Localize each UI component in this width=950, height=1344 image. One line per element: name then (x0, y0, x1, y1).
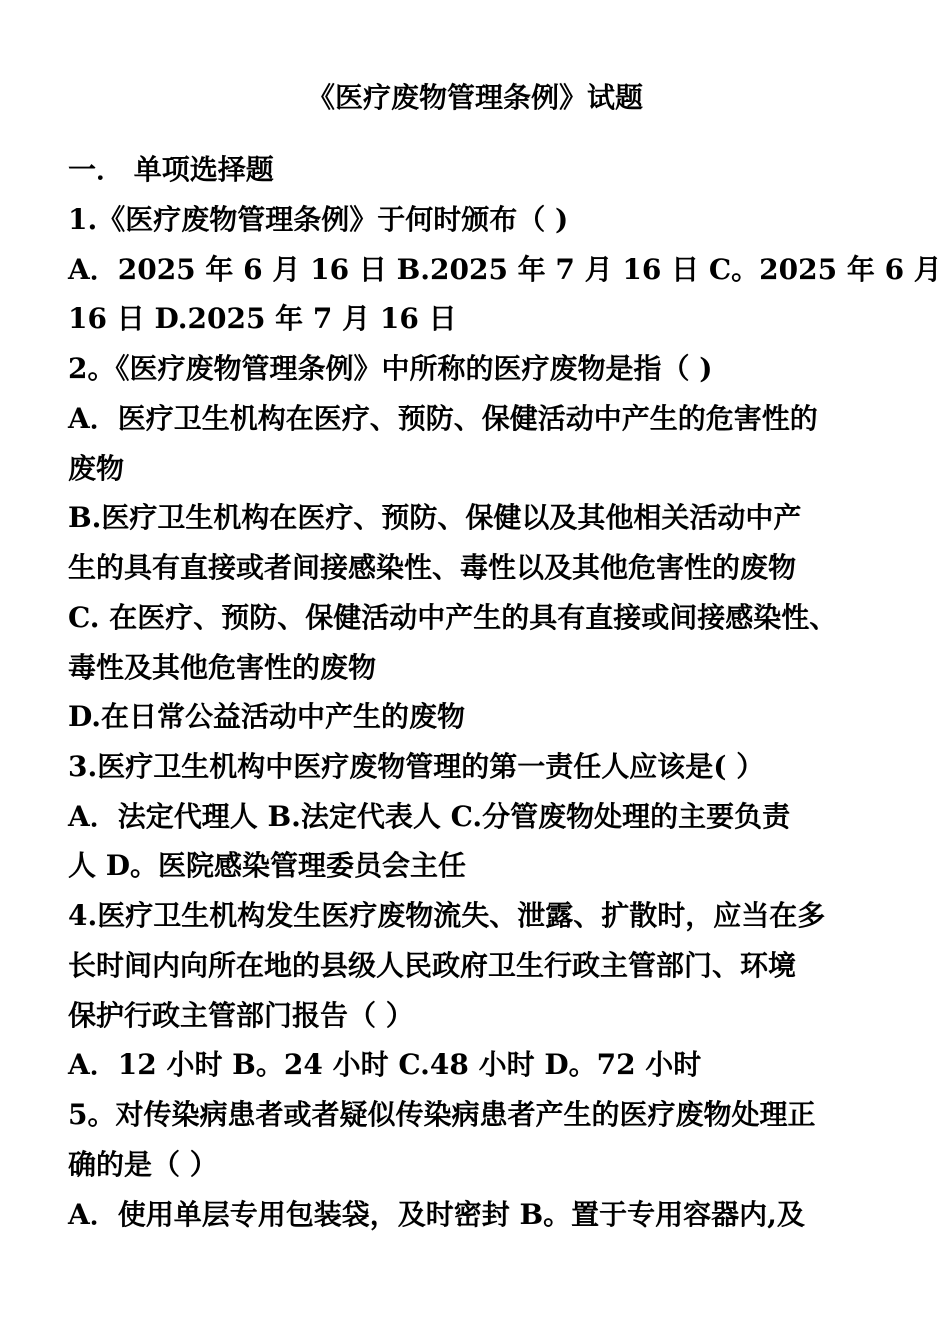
question-2-option-d: D.在日常公益活动中产生的废物 (68, 700, 466, 733)
question-2-option-c-line-2: 毒性及其他危害性的废物 (68, 651, 377, 684)
question-5-options-line-1: A．使用单层专用包装袋，及时密封 B。置于专用容器内,及 (68, 1198, 805, 1231)
question-4-line-2: 长时间内向所在地的县级人民政府卫生行政主管部门、环境 (68, 949, 797, 982)
question-1-options-line-1: A．2025 年 6 月 16 日 B.2025 年 7 月 16 日 C。2025 年 6 月 (68, 253, 942, 286)
question-1-options-line-2: 16 日 D.2025 年 7 月 16 日 (68, 302, 457, 335)
question-2: 2。《医疗废物管理条例》中所称的医疗废物是指（ ) (68, 352, 713, 385)
question-2-option-b-line-1: B.医疗卫生机构在医疗、预防、保健以及其他相关活动中产 (68, 501, 802, 534)
question-3-options-line-2: 人 D。医院感染管理委员会主任 (68, 849, 467, 882)
question-2-option-a-line-1: A．医疗卫生机构在医疗、预防、保健活动中产生的危害性的 (68, 402, 818, 435)
question-3-options-line-1: A．法定代理人 B.法定代表人 C.分管废物处理的主要负责 (68, 800, 791, 833)
question-1: 1.《医疗废物管理条例》于何时颁布（ ) (68, 203, 569, 236)
section-heading: 一． 单项选择题 (68, 153, 274, 186)
question-5-line-1: 5。对传染病患者或者疑似传染病患者产生的医疗废物处理正 (68, 1098, 816, 1131)
question-2-option-a-line-2: 废物 (68, 452, 125, 485)
question-4-line-3: 保护行政主管部门报告（ ） (68, 999, 414, 1032)
document-title: 《医疗废物管理条例》试题 (306, 81, 643, 114)
question-5-line-2: 确的是（ ） (68, 1148, 218, 1181)
question-2-option-c-line-1: C. 在医疗、预防、保健活动中产生的具有直接或间接感染性、 (68, 601, 838, 634)
question-4-line-1: 4.医疗卫生机构发生医疗废物流失、泄露、扩散时，应当在多 (68, 899, 826, 932)
question-3: 3.医疗卫生机构中医疗废物管理的第一责任人应该是( ） (68, 750, 765, 783)
question-4-options: A．12 小时 B。24 小时 C.48 小时 D。72 小时 (68, 1048, 702, 1081)
question-2-option-b-line-2: 生的具有直接或者间接感染性、毒性以及其他危害性的废物 (68, 551, 797, 584)
